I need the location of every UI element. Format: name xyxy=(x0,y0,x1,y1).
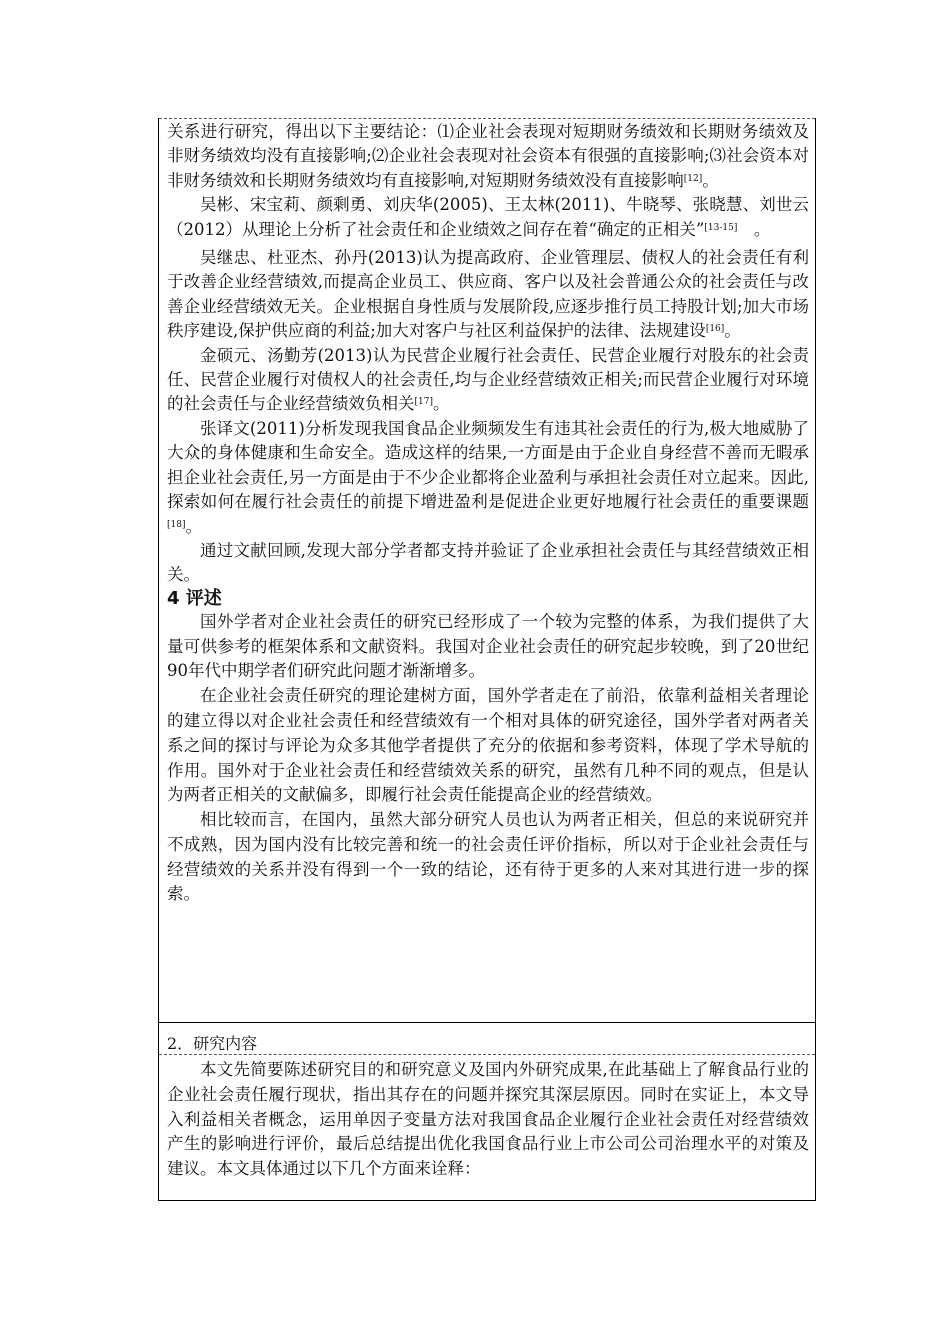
paragraph-5: 张译文(2011)分析发现我国食品企业频频发生有违其社会责任的行为,极大地威胁了大众的身体健康和生命安全。造成这样的结果,一方面是由于企业自身经营不善而无暇承担企业社会责任,另一方面是由于不少企业都将企业盈利与承担社会责任对立起来。因此,探索如何在履行社会责任的前提下增进盈利是促进企业更好地履行社会责任的重要课题[18]。 xyxy=(167,418,809,536)
citation: [13-15] xyxy=(704,222,738,233)
top-dashed-rule xyxy=(159,118,815,119)
section-label: 2．研究内容 xyxy=(167,1034,258,1053)
paragraph-1: 关系进行研究，得出以下主要结论：⑴企业社会表现对短期财务绩效和长期财务绩效及非财务绩效均没有直接影响;⑵企业社会表现对社会资本有很强的直接影响;⑶社会资本对非财务绩效和长期财务绩效均有直接影响,对短期财务绩效没有直接影响[12]。 xyxy=(167,122,809,190)
review-paragraph-3: 相比较而言，在国内，虽然大部分研究人员也认为两者正相关，但总的来说研究并不成熟，因为国内没有比较完善和统一的社会责任评价指标，所以对于企业社会责任与经营绩效的关系并没有得到一个一致的结论，还有待于更多的人来对其进行进一步的探索。 xyxy=(167,810,809,904)
paragraph-2: 吴彬、宋宝莉、颜剩勇、刘庆华(2005)、王太林(2011)、牛晓琴、张晓慧、刘世云（2012）从理论上分析了社会责任和企业绩效之间存在着“确定的正相关”[13-15] 。 xyxy=(167,195,809,239)
review-paragraph-1: 国外学者对企业社会责任的研究已经形成了一个较为完整的体系，为我们提供了大量可供参考的框架体系和文献资料。我国对企业社会责任的研究起步较晚，到了20世纪90年代中期学者们研究此问题才渐渐增多。 xyxy=(167,611,809,681)
research-content-cell xyxy=(167,1058,809,1182)
paragraph-4: 金硕元、汤勤芳(2013)认为民营企业履行社会责任、民营企业履行对股东的社会责任、民营企业履行对债权人的社会责任,均与企业经营绩效正相关;而民营企业履行对环境的社会责任与企业经营绩效负相关[17]。 xyxy=(167,345,809,414)
citation: [17] xyxy=(414,397,433,408)
paragraph-6: 通过文献回顾,发现大部分学者都支持并验证了企业承担社会责任与其经营绩效正相关。 xyxy=(167,540,809,585)
review-paragraph-2: 在企业社会责任研究的理论建树方面，国外学者走在了前沿，依靠利益相关者理论的建立得以对企业社会责任和经营绩效有一个相对具体的研究途径，国外学者对两者关系之间的探讨与评论为众多其他学者提供了充分的依据和参考资料，体现了学术导航的作用。国外对于企业社会责任和经营绩效关系的研究，虽然有几种不同的观点，但是认为两者正相关的文献偏多，即履行社会责任能提高企业的经营绩效。 xyxy=(167,686,809,805)
dashed-rule xyxy=(159,1054,815,1055)
section-heading: 4 评述 xyxy=(167,587,222,609)
content-paragraph: 本文先简要陈述研究目的和研究意义及国内外研究成果,在此基础上了解食品行业的企业社会责任履行现状，指出其存在的问题并探究其深层原因。同时在实证上，本文导入利益相关者概念，运用单因子变量方法对我国食品企业履行企业社会责任对经营绩效产生的影响进行评价，最后总结提出优化我国食品行业上市公司公司治理水平的对策及建议。本文具体通过以下几个方面来诠释： xyxy=(167,1060,809,1179)
form-table xyxy=(158,118,816,1201)
citation: [12] xyxy=(683,173,703,184)
row-divider xyxy=(159,1022,815,1023)
citation: [18] xyxy=(167,519,186,530)
literature-review-cell xyxy=(167,120,809,907)
citation: [16] xyxy=(705,324,725,335)
paragraph-3: 吴继忠、杜亚杰、孙丹(2013)认为提高政府、企业管理层、债权人的社会责任有利于改善企业经营绩效,而提高企业员工、供应商、客户以及社会普通公众的社会责任与改善企业经营绩效无关。企业根据自身性质与发展阶段,应逐步推行员工持股计划;加大市场秩序建设,保护供应商的利益;加大对客户与社区利益保护的法律、法规建设[16]。 xyxy=(167,248,809,341)
